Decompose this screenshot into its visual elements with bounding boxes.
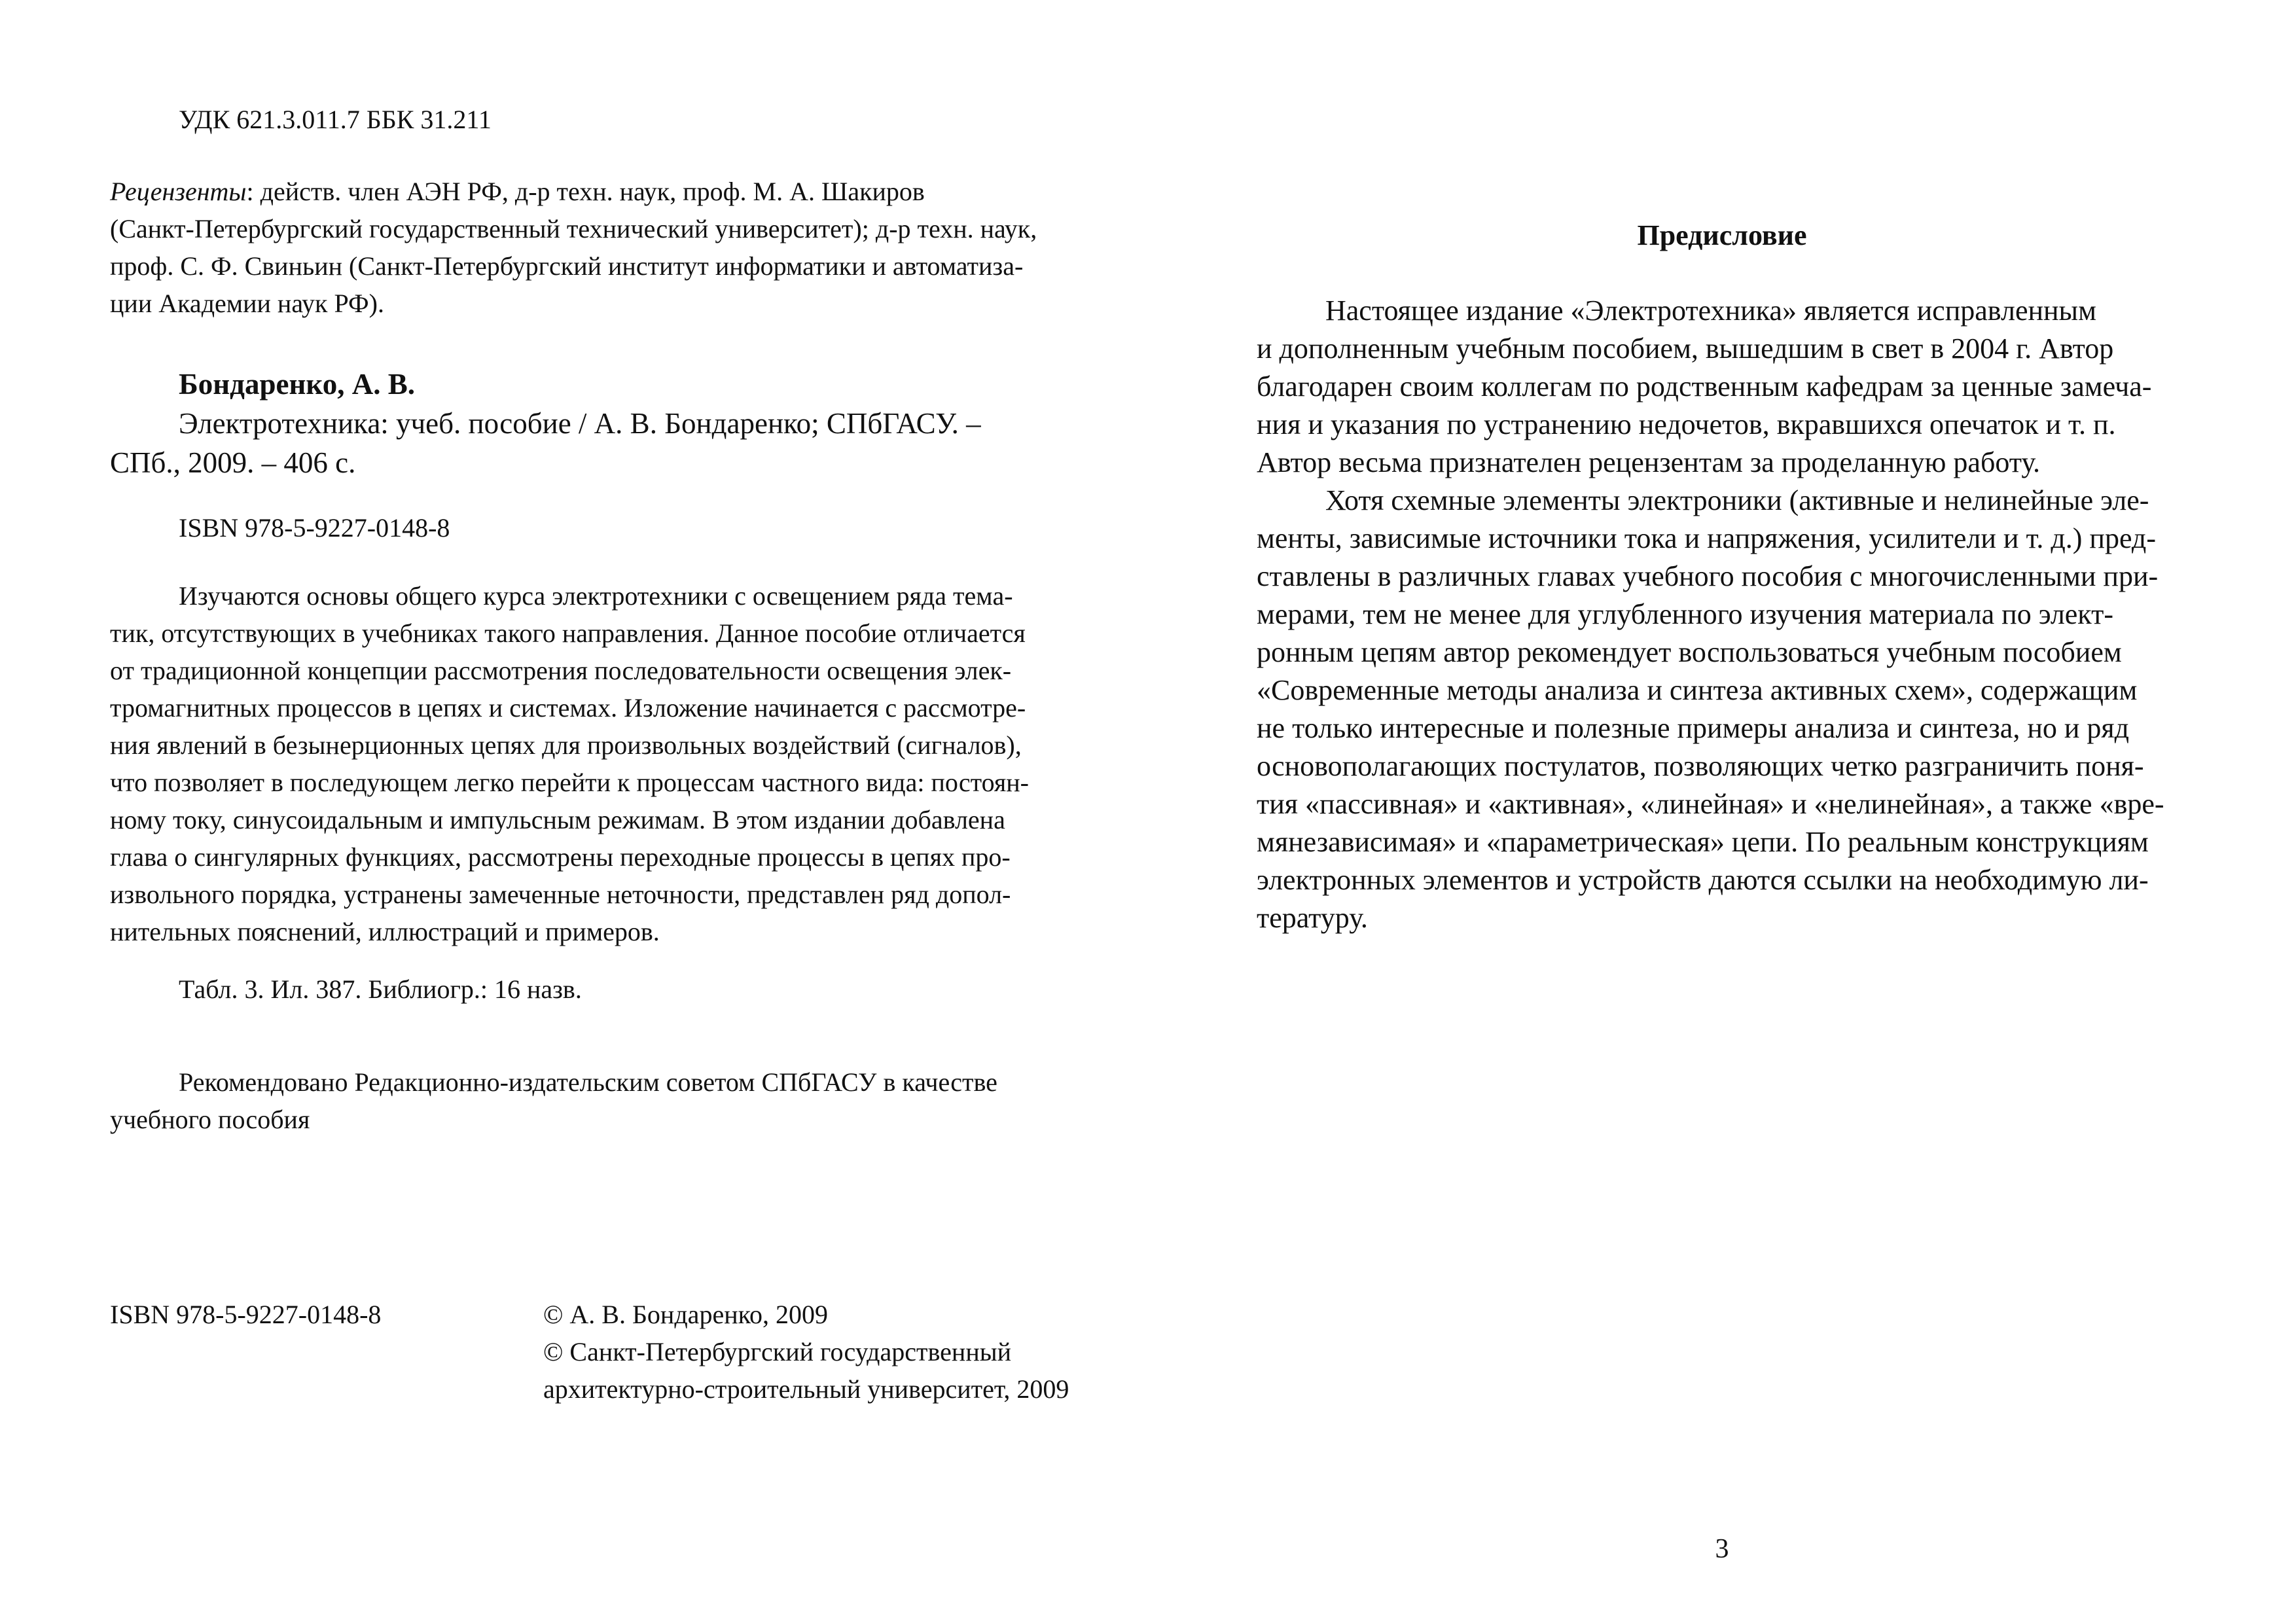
abstract-line: ния явлений в безынерционных цепях для произвольных воздействий (сигналов), — [110, 730, 1022, 760]
abstract-line: извольного порядка, устранены замеченные неточности, представлен ряд допол- — [110, 880, 1011, 909]
recommendation-line-1: Рекомендовано Редакционно-издательским советом СПбГАСУ в качестве — [179, 1067, 997, 1097]
preface-line: менты, зависимые источники тока и напряжения, усилители и т. д.) пред- — [1257, 522, 2156, 554]
bibliographic-description — [110, 404, 1052, 482]
copyright-line-3: архитектурно-строительный университет, 2009 — [543, 1374, 1069, 1404]
bibliographic-line-1: Электротехника: учеб. пособие / А. В. Бондаренко; СПбГАСУ. – — [179, 407, 981, 440]
abstract-line: тромагнитных процессов в цепях и системах. Изложение начинается с рассмотре- — [110, 693, 1026, 722]
reviewers-line-1: Рецензенты: действ. член АЭН РФ, д-р техн. наук, проф. М. А. Шакиров — [110, 177, 925, 206]
preface-heading: Предисловие — [1637, 219, 1807, 251]
reviewers-label: Рецензенты — [110, 177, 247, 206]
right-page — [1148, 0, 2296, 1623]
abstract-line: ному току, синусоидальным и импульсным режимам. В этом издании добавлена — [110, 805, 1005, 834]
abstract-line: глава о сингулярных функциях, рассмотрены переходные процессы в цепях про- — [110, 842, 1011, 872]
tables-illustrations-count: Табл. 3. Ил. 387. Библиогр.: 16 назв. — [179, 974, 582, 1004]
preface-text — [1257, 292, 2202, 937]
preface-line: мерами, тем не менее для углубленного изучения материала по элект- — [1257, 598, 2113, 630]
reviewers-line-4: ции Академии наук РФ). — [110, 289, 384, 318]
preface-line: Автор весьма признателен рецензентам за проделанную работу. — [1257, 446, 2041, 478]
abstract-line: Изучаются основы общего курса электротехники с освещением ряда темa- — [179, 581, 1013, 611]
isbn-number: ISBN 978-5-9227-0148-8 — [179, 513, 450, 543]
abstract-line: от традиционной концепции рассмотрения последовательности освещения элек- — [110, 656, 1012, 685]
preface-line: не только интересные и полезные примеры анализа и синтеза, но и ряд — [1257, 712, 2130, 744]
author-name: Бондаренко, А. В. — [179, 368, 415, 401]
abstract-line: тик, отсутствующих в учебниках такого направления. Данное пособие отличается — [110, 618, 1026, 648]
preface-line: ронным цепям автор рекомендует воспользоваться учебным пособием — [1257, 636, 2122, 668]
abstract-block — [110, 577, 1052, 950]
copyright-line-1: © А. В. Бондаренко, 2009 — [543, 1300, 828, 1329]
abstract-line: нительных пояснений, иллюстраций и примеров. — [110, 917, 660, 946]
preface-line: Хотя схемные элементы электроники (активные и нелинейные эле- — [1325, 484, 2149, 516]
preface-line: электронных элементов и устройств даются ссылки на необходимую ли- — [1257, 864, 2149, 896]
preface-line: тия «пассивная» и «активная», «линейная» и «нелинейная», а также «вре- — [1257, 788, 2164, 820]
abstract-line: что позволяет в последующем легко перейти к процессам частного вида: постоян- — [110, 768, 1029, 797]
preface-line: ставлены в различных главах учебного пособия с многочисленными при- — [1257, 560, 2159, 592]
copyright-block — [543, 1296, 1069, 1408]
preface-line: мянезависимая» и «параметрическая» цепи. По реальным конструкциям — [1257, 826, 2149, 858]
preface-line: основополагающих постулатов, позволяющих четко разграничить поня- — [1257, 750, 2144, 782]
preface-line: тературу. — [1257, 902, 1368, 934]
preface-line: ния и указания по устранению недочетов, вкравшихся опечаток и т. п. — [1257, 408, 2116, 440]
reviewers-line-2: (Санкт-Петербургский государственный технический университет); д-р техн. наук, — [110, 214, 1037, 243]
footer-isbn: ISBN 978-5-9227-0148-8 — [110, 1300, 382, 1329]
recommendation-block — [110, 1063, 1052, 1138]
preface-line: «Современные методы анализа и синтеза активных схем», содержащим — [1257, 674, 2138, 706]
copyright-line-2: © Санкт-Петербургский государственный — [543, 1337, 1011, 1366]
reviewers-block — [110, 173, 1052, 322]
page-number: 3 — [1715, 1534, 1729, 1564]
udk-bbk-classification: УДК 621.3.011.7 ББК 31.211 — [179, 105, 492, 134]
preface-line: и дополненным учебным пособием, вышедшим в свет в 2004 г. Автор — [1257, 332, 2114, 365]
bibliographic-line-2: СПб., 2009. – 406 с. — [110, 446, 356, 479]
recommendation-line-2: учебного пособия — [110, 1105, 310, 1134]
preface-line: благодарен своим коллегам по родственным кафедрам за ценные замеча- — [1257, 370, 2152, 402]
reviewers-line-3: проф. С. Ф. Свиньин (Санкт-Петербургский институт информатики и автоматиза- — [110, 251, 1024, 281]
preface-line: Настоящее издание «Электротехника» является исправленным — [1325, 294, 2096, 327]
